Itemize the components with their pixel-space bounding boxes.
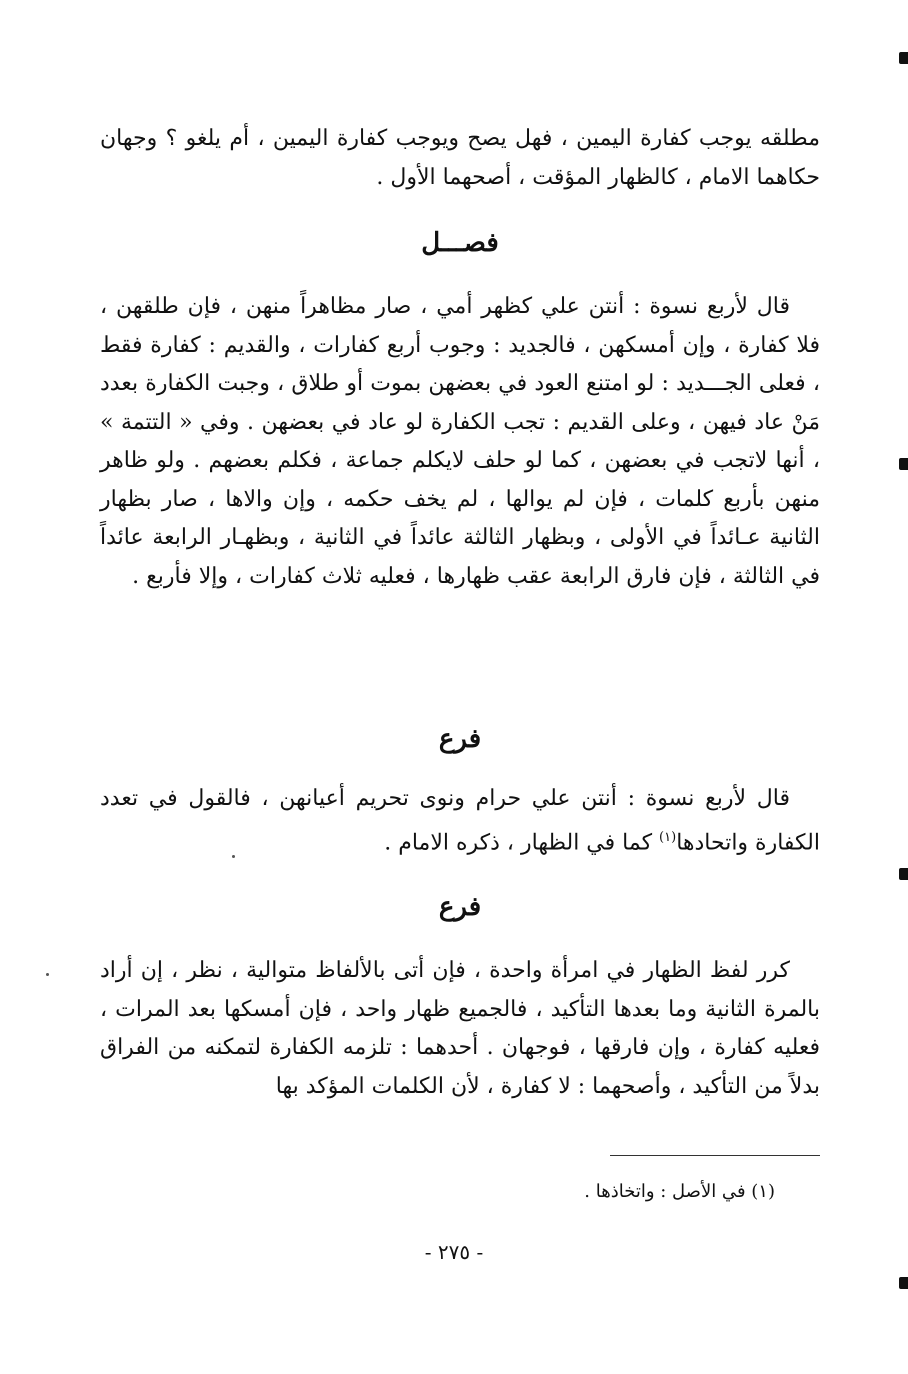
margin-mark [899, 1277, 908, 1289]
far1-text-b: كما في الظهار ، ذكره الامام . [384, 829, 660, 855]
far1-paragraph [100, 780, 820, 862]
footnote: (١) في الأصل : واتخاذها . [584, 1181, 775, 1202]
far2-paragraph [100, 952, 820, 1106]
page-number: - ٢٧٥ - [424, 1240, 484, 1264]
footnote-reference: (١) [659, 829, 677, 845]
margin-mark [899, 458, 908, 470]
section-heading-far2: فرع [438, 892, 482, 922]
far2-text: كرر لفظ الظهار في امرأة واحدة ، فإن أتى بالألفاظ متوالية ، نظر ، إن أراد بالمرة الثانية وما بعدها التأكيد ، فالجميع ظهار واحد ، فإن أمسكها بعد المرات ، فعليه كفارة ، وإن فارقها ، فوجهان . أحدهما : تلزمه الكفارة لتمكنه من الفراق بدلاً من التأكيد ، وأصحهما : لا كفارة ، لأن الكلمات المؤكد بها [100, 958, 820, 1099]
footnote-divider [610, 1155, 820, 1156]
fasl-text: قال لأربع نسوة : أنتن علي كظهر أمي ، صار مظاهراً منهن ، فإن طلقهن ، فلا كفارة ، وإن أمسكهن ، فالجديد : وجوب أربع كفارات ، والقديم : كفارة فقط ، فعلى الجـــديد : لو امتنع العود في بعضهن بموت أو طلاق ، وجبت الكفارة بعدد مَنْ عاد فيهن ، وعلى القديم : تجب الكفارة لو عاد في بعضهن . وفي « التتمة » ، أنها لاتجب في بعضهن ، كما لو حلف لايكلم جماعة ، فكلم بعضهم . ولو ظاهر منهن بأربع كلمات ، فإن لم يوالها ، لم يخف حكمه ، وإن والاها ، صار بظهار الثانية عـائداً في الأولى ، وبظهار الثالثة عائداً في الثانية ، وبظهـار الرابعة عائداً في الثالثة ، فإن فارق الرابعة عقب ظهارها ، فعليه ثلاث كفارات ، وإلا فأربع . [100, 294, 820, 589]
far1-text-a: قال لأربع نسوة : أنتن علي حرام ونوى تحريم أعيانهن ، فالقول في تعدد الكفارة واتحادها [100, 786, 820, 855]
intro-paragraph: مطلقه يوجب كفارة اليمين ، فهل يصح ويوجب كفارة اليمين ، أم يلغو ؟ وجهان حكاهما الامام ، كالظهار المؤقت ، أصحهما الأول . [100, 126, 820, 190]
section-heading-fasl: فصـــل [421, 228, 499, 258]
section-heading-far1: فرع [438, 724, 482, 754]
fasl-paragraph [100, 288, 820, 596]
print-speck [46, 973, 49, 976]
margin-mark [899, 52, 908, 64]
margin-mark [899, 868, 908, 880]
